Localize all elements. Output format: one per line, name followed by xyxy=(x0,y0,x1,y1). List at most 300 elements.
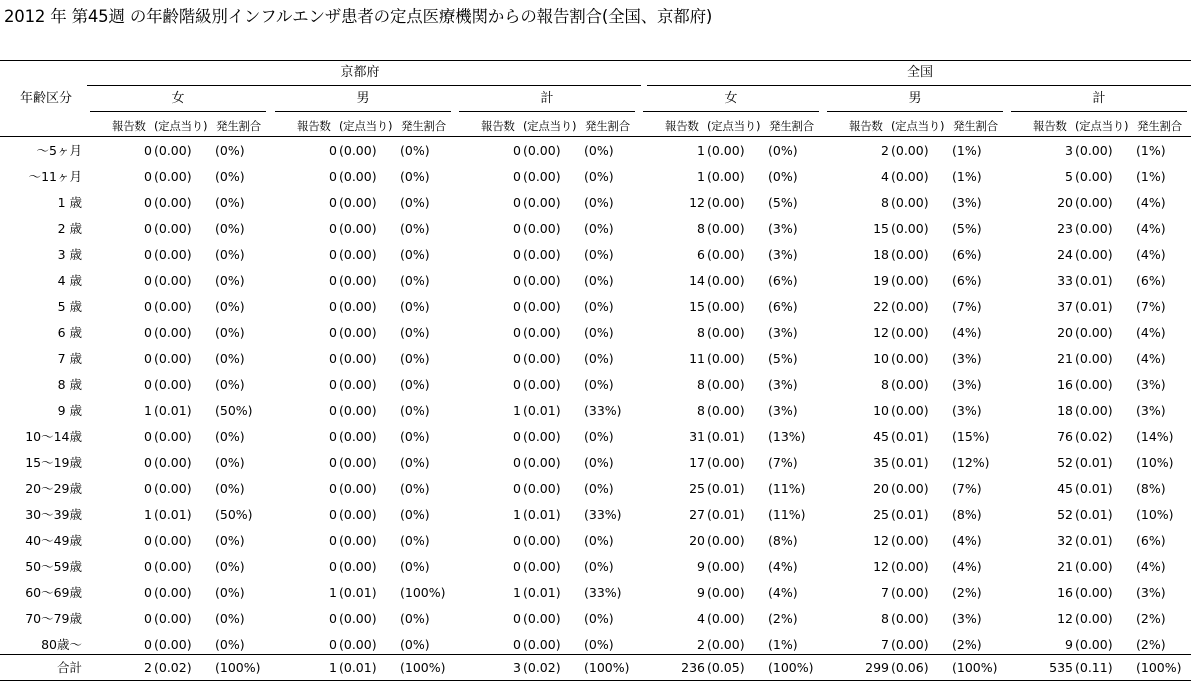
ratio: (0%) xyxy=(400,351,430,366)
report-count: 0 xyxy=(513,611,521,626)
report-count: 0 xyxy=(513,247,521,262)
report-count: 10 xyxy=(873,403,889,418)
per-site: (0.00) xyxy=(1075,351,1113,366)
report-count: 0 xyxy=(329,351,337,366)
report-count: 9 xyxy=(697,559,705,574)
header-bottom-rule xyxy=(0,136,1191,137)
table-row-age: 5 歳 xyxy=(57,299,82,314)
report-count: 1 xyxy=(513,507,521,522)
group-header: 計 xyxy=(540,91,554,106)
per-site: (0.05) xyxy=(707,660,745,675)
per-site: (0.00) xyxy=(339,299,377,314)
table-row-age: 6 歳 xyxy=(57,325,82,340)
per-site: (0.00) xyxy=(891,533,929,548)
per-site: (0.11) xyxy=(1075,660,1113,675)
per-site: (0.00) xyxy=(707,403,745,418)
per-site: (0.00) xyxy=(339,247,377,262)
report-count: 0 xyxy=(144,247,152,262)
report-count: 0 xyxy=(144,533,152,548)
ratio: (4%) xyxy=(952,533,982,548)
per-site: (0.00) xyxy=(339,325,377,340)
per-site: (0.01) xyxy=(523,403,561,418)
per-site: (0.00) xyxy=(891,377,929,392)
report-count: 0 xyxy=(329,325,337,340)
table-row-age: 7 歳 xyxy=(57,351,82,366)
per-site: (0.00) xyxy=(154,195,192,210)
ratio: (100%) xyxy=(400,585,446,600)
report-count: 1 xyxy=(513,585,521,600)
region-rule-kyoto xyxy=(87,85,641,86)
ratio: (4%) xyxy=(1136,351,1166,366)
report-count: 0 xyxy=(329,533,337,548)
per-site: (0.01) xyxy=(1075,533,1113,548)
per-site: (0.00) xyxy=(154,377,192,392)
report-count: 0 xyxy=(329,481,337,496)
report-count: 0 xyxy=(144,481,152,496)
ratio: (0%) xyxy=(400,221,430,236)
ratio: (0%) xyxy=(584,351,614,366)
per-site: (0.00) xyxy=(891,143,929,158)
per-site: (0.00) xyxy=(707,325,745,340)
age-header: 年齢区分 xyxy=(20,91,73,106)
ratio: (100%) xyxy=(215,660,261,675)
report-count: 8 xyxy=(881,611,889,626)
report-count: 19 xyxy=(873,273,889,288)
group-rule-4 xyxy=(827,111,1003,112)
per-site: (0.00) xyxy=(154,169,192,184)
per-site: (0.01) xyxy=(891,507,929,522)
report-count: 0 xyxy=(329,377,337,392)
per-site: (0.00) xyxy=(1075,585,1113,600)
per-site: (0.00) xyxy=(154,637,192,652)
subheader-per: (定点当り) xyxy=(339,119,393,133)
per-site: (0.00) xyxy=(891,195,929,210)
report-count: 0 xyxy=(513,351,521,366)
ratio: (0%) xyxy=(584,611,614,626)
report-count: 1 xyxy=(144,403,152,418)
ratio: (0%) xyxy=(400,195,430,210)
subheader-ratio: 発生割合 xyxy=(769,119,814,133)
per-site: (0.00) xyxy=(154,559,192,574)
ratio: (1%) xyxy=(952,143,982,158)
table-row-age: 80歳〜 xyxy=(41,637,82,652)
report-count: 0 xyxy=(513,221,521,236)
subheader-ratio: 発生割合 xyxy=(585,119,630,133)
report-count: 0 xyxy=(144,611,152,626)
ratio: (6%) xyxy=(952,247,982,262)
report-count: 0 xyxy=(513,143,521,158)
report-count: 8 xyxy=(881,377,889,392)
page-title: 2012 年 第45週 の年齢階級別インフルエンザ患者の定点医療機関からの報告割合(全国、京都府) xyxy=(4,7,713,26)
ratio: (100%) xyxy=(952,660,998,675)
per-site: (0.00) xyxy=(523,377,561,392)
table-row-age: 10〜14歳 xyxy=(25,429,82,444)
ratio: (1%) xyxy=(1136,143,1166,158)
report-count: 4 xyxy=(881,169,889,184)
subheader-ratio: 発生割合 xyxy=(953,119,998,133)
ratio: (0%) xyxy=(215,611,245,626)
table-row-age: 30〜39歳 xyxy=(25,507,82,522)
subheader-count: 報告数 xyxy=(1033,119,1067,133)
report-count: 0 xyxy=(144,169,152,184)
ratio: (0%) xyxy=(400,611,430,626)
per-site: (0.01) xyxy=(707,507,745,522)
report-count: 0 xyxy=(144,559,152,574)
ratio: (4%) xyxy=(1136,247,1166,262)
per-site: (0.00) xyxy=(707,143,745,158)
per-site: (0.00) xyxy=(154,611,192,626)
ratio: (3%) xyxy=(768,325,798,340)
per-site: (0.00) xyxy=(707,559,745,574)
report-count: 0 xyxy=(513,325,521,340)
group-header: 女 xyxy=(171,91,185,106)
report-count: 0 xyxy=(144,273,152,288)
ratio: (0%) xyxy=(768,169,798,184)
per-site: (0.00) xyxy=(523,481,561,496)
ratio: (0%) xyxy=(400,455,430,470)
report-count: 25 xyxy=(689,481,705,496)
report-count: 12 xyxy=(689,195,705,210)
ratio: (0%) xyxy=(215,143,245,158)
per-site: (0.00) xyxy=(707,377,745,392)
report-count: 0 xyxy=(329,195,337,210)
ratio: (100%) xyxy=(400,660,446,675)
per-site: (0.00) xyxy=(1075,377,1113,392)
table-row-age: 〜5ヶ月 xyxy=(36,143,82,158)
ratio: (33%) xyxy=(584,507,622,522)
ratio: (4%) xyxy=(768,585,798,600)
per-site: (0.00) xyxy=(891,299,929,314)
per-site: (0.00) xyxy=(523,169,561,184)
report-count: 6 xyxy=(697,247,705,262)
report-count: 0 xyxy=(144,429,152,444)
report-count: 21 xyxy=(1057,351,1073,366)
report-count: 8 xyxy=(697,221,705,236)
per-site: (0.00) xyxy=(523,559,561,574)
ratio: (0%) xyxy=(400,481,430,496)
report-count: 236 xyxy=(681,660,705,675)
per-site: (0.00) xyxy=(1075,325,1113,340)
ratio: (7%) xyxy=(1136,299,1166,314)
group-header: 男 xyxy=(356,91,370,106)
per-site: (0.00) xyxy=(339,455,377,470)
per-site: (0.01) xyxy=(707,481,745,496)
per-site: (0.00) xyxy=(523,637,561,652)
group-rule-0 xyxy=(90,111,266,112)
report-count: 2 xyxy=(697,637,705,652)
report-count: 52 xyxy=(1057,455,1073,470)
ratio: (0%) xyxy=(584,325,614,340)
subheader-count: 報告数 xyxy=(665,119,699,133)
report-count: 0 xyxy=(513,299,521,314)
report-count: 3 xyxy=(1065,143,1073,158)
ratio: (0%) xyxy=(215,351,245,366)
table-row-age: 20〜29歳 xyxy=(25,481,82,496)
total-top-rule xyxy=(0,654,1191,655)
report-count: 0 xyxy=(144,455,152,470)
report-count: 20 xyxy=(873,481,889,496)
report-count: 8 xyxy=(881,195,889,210)
report-count: 0 xyxy=(513,455,521,470)
top-rule xyxy=(0,60,1191,61)
ratio: (2%) xyxy=(768,611,798,626)
group-header: 計 xyxy=(1092,91,1106,106)
ratio: (0%) xyxy=(215,559,245,574)
ratio: (0%) xyxy=(215,429,245,444)
report-count: 37 xyxy=(1057,299,1073,314)
report-count: 31 xyxy=(689,429,705,444)
ratio: (3%) xyxy=(1136,403,1166,418)
total-row-age: 合計 xyxy=(56,660,82,675)
report-count: 12 xyxy=(873,533,889,548)
per-site: (0.01) xyxy=(1075,273,1113,288)
per-site: (0.02) xyxy=(154,660,192,675)
ratio: (10%) xyxy=(1136,507,1174,522)
ratio: (0%) xyxy=(584,247,614,262)
ratio: (0%) xyxy=(400,143,430,158)
per-site: (0.00) xyxy=(1075,247,1113,262)
report-count: 21 xyxy=(1057,559,1073,574)
per-site: (0.00) xyxy=(891,169,929,184)
ratio: (5%) xyxy=(768,351,798,366)
ratio: (3%) xyxy=(952,377,982,392)
report-count: 0 xyxy=(144,585,152,600)
ratio: (0%) xyxy=(584,559,614,574)
per-site: (0.00) xyxy=(891,221,929,236)
report-count: 20 xyxy=(689,533,705,548)
per-site: (0.00) xyxy=(1075,611,1113,626)
per-site: (0.00) xyxy=(707,273,745,288)
report-count: 17 xyxy=(689,455,705,470)
ratio: (14%) xyxy=(1136,429,1174,444)
per-site: (0.01) xyxy=(523,585,561,600)
report-count: 12 xyxy=(873,559,889,574)
per-site: (0.00) xyxy=(891,481,929,496)
subheader-per: (定点当り) xyxy=(154,119,208,133)
table-row-age: 3 歳 xyxy=(57,247,82,262)
ratio: (3%) xyxy=(952,611,982,626)
report-count: 0 xyxy=(329,637,337,652)
ratio: (2%) xyxy=(952,637,982,652)
ratio: (1%) xyxy=(952,169,982,184)
report-count: 0 xyxy=(513,637,521,652)
group-header: 男 xyxy=(908,91,922,106)
region-rule-national xyxy=(647,85,1191,86)
ratio: (0%) xyxy=(584,637,614,652)
table-row-age: 〜11ヶ月 xyxy=(28,169,82,184)
report-count: 0 xyxy=(513,481,521,496)
ratio: (1%) xyxy=(1136,169,1166,184)
per-site: (0.01) xyxy=(891,429,929,444)
ratio: (10%) xyxy=(1136,455,1174,470)
per-site: (0.00) xyxy=(154,533,192,548)
table-row-age: 1 歳 xyxy=(57,195,82,210)
report-count: 10 xyxy=(873,351,889,366)
report-count: 0 xyxy=(329,299,337,314)
per-site: (0.00) xyxy=(707,247,745,262)
table-row-age: 70〜79歳 xyxy=(25,611,82,626)
per-site: (0.00) xyxy=(339,221,377,236)
per-site: (0.00) xyxy=(523,299,561,314)
report-count: 76 xyxy=(1057,429,1073,444)
report-count: 0 xyxy=(329,403,337,418)
per-site: (0.00) xyxy=(707,533,745,548)
ratio: (0%) xyxy=(400,429,430,444)
report-count: 8 xyxy=(697,377,705,392)
report-count: 32 xyxy=(1057,533,1073,548)
per-site: (0.00) xyxy=(891,351,929,366)
ratio: (0%) xyxy=(400,533,430,548)
ratio: (0%) xyxy=(584,377,614,392)
report-count: 1 xyxy=(697,143,705,158)
per-site: (0.00) xyxy=(1075,143,1113,158)
ratio: (0%) xyxy=(215,221,245,236)
ratio: (3%) xyxy=(1136,377,1166,392)
ratio: (2%) xyxy=(952,585,982,600)
per-site: (0.01) xyxy=(1075,455,1113,470)
per-site: (0.00) xyxy=(339,637,377,652)
group-rule-5 xyxy=(1011,111,1187,112)
ratio: (11%) xyxy=(768,507,806,522)
report-count: 14 xyxy=(689,273,705,288)
report-count: 0 xyxy=(144,299,152,314)
per-site: (0.01) xyxy=(1075,481,1113,496)
ratio: (6%) xyxy=(768,299,798,314)
per-site: (0.00) xyxy=(339,143,377,158)
ratio: (0%) xyxy=(215,299,245,314)
ratio: (0%) xyxy=(400,403,430,418)
report-count: 0 xyxy=(144,143,152,158)
per-site: (0.00) xyxy=(523,611,561,626)
per-site: (0.01) xyxy=(154,403,192,418)
ratio: (3%) xyxy=(952,403,982,418)
ratio: (8%) xyxy=(768,533,798,548)
ratio: (6%) xyxy=(768,273,798,288)
per-site: (0.00) xyxy=(523,221,561,236)
per-site: (0.00) xyxy=(891,325,929,340)
report-count: 20 xyxy=(1057,325,1073,340)
ratio: (50%) xyxy=(215,507,253,522)
ratio: (6%) xyxy=(1136,273,1166,288)
ratio: (8%) xyxy=(1136,481,1166,496)
per-site: (0.01) xyxy=(1075,507,1113,522)
ratio: (0%) xyxy=(584,533,614,548)
ratio: (0%) xyxy=(400,273,430,288)
per-site: (0.00) xyxy=(1075,637,1113,652)
per-site: (0.00) xyxy=(523,143,561,158)
report-count: 0 xyxy=(329,247,337,262)
report-count: 24 xyxy=(1057,247,1073,262)
ratio: (0%) xyxy=(400,169,430,184)
report-count: 0 xyxy=(144,195,152,210)
per-site: (0.00) xyxy=(154,585,192,600)
report-count: 1 xyxy=(697,169,705,184)
ratio: (2%) xyxy=(1136,611,1166,626)
per-site: (0.00) xyxy=(707,169,745,184)
per-site: (0.00) xyxy=(154,299,192,314)
ratio: (4%) xyxy=(1136,221,1166,236)
per-site: (0.00) xyxy=(707,611,745,626)
per-site: (0.00) xyxy=(891,247,929,262)
ratio: (0%) xyxy=(215,585,245,600)
per-site: (0.00) xyxy=(339,559,377,574)
per-site: (0.00) xyxy=(707,585,745,600)
table-row-age: 9 歳 xyxy=(57,403,82,418)
per-site: (0.00) xyxy=(891,637,929,652)
report-count: 52 xyxy=(1057,507,1073,522)
per-site: (0.00) xyxy=(523,429,561,444)
ratio: (50%) xyxy=(215,403,253,418)
ratio: (0%) xyxy=(215,637,245,652)
subheader-count: 報告数 xyxy=(481,119,515,133)
per-site: (0.00) xyxy=(339,611,377,626)
ratio: (0%) xyxy=(215,195,245,210)
report-count: 27 xyxy=(689,507,705,522)
per-site: (0.01) xyxy=(707,429,745,444)
ratio: (3%) xyxy=(952,351,982,366)
ratio: (0%) xyxy=(215,325,245,340)
per-site: (0.00) xyxy=(1075,195,1113,210)
ratio: (3%) xyxy=(1136,585,1166,600)
group-header: 女 xyxy=(724,91,738,106)
per-site: (0.00) xyxy=(339,481,377,496)
ratio: (0%) xyxy=(215,455,245,470)
report-count: 0 xyxy=(329,169,337,184)
report-count: 11 xyxy=(689,351,705,366)
report-count: 7 xyxy=(881,585,889,600)
ratio: (0%) xyxy=(215,377,245,392)
report-count: 0 xyxy=(329,429,337,444)
report-count: 4 xyxy=(697,611,705,626)
per-site: (0.00) xyxy=(154,481,192,496)
report-count: 0 xyxy=(329,507,337,522)
per-site: (0.00) xyxy=(339,273,377,288)
per-site: (0.02) xyxy=(523,660,561,675)
per-site: (0.00) xyxy=(339,403,377,418)
report-count: 0 xyxy=(329,143,337,158)
table-row-age: 15〜19歳 xyxy=(25,455,82,470)
report-count: 0 xyxy=(329,273,337,288)
per-site: (0.00) xyxy=(523,533,561,548)
ratio: (4%) xyxy=(1136,195,1166,210)
report-count: 0 xyxy=(513,533,521,548)
report-count: 0 xyxy=(513,377,521,392)
ratio: (7%) xyxy=(952,481,982,496)
report-count: 0 xyxy=(144,637,152,652)
subheader-ratio: 発生割合 xyxy=(1137,119,1182,133)
ratio: (0%) xyxy=(584,455,614,470)
per-site: (0.00) xyxy=(339,533,377,548)
group-rule-3 xyxy=(643,111,819,112)
subheader-count: 報告数 xyxy=(297,119,331,133)
per-site: (0.00) xyxy=(339,195,377,210)
ratio: (0%) xyxy=(215,533,245,548)
report-count: 3 xyxy=(513,660,521,675)
region-header: 全国 xyxy=(906,65,933,80)
ratio: (3%) xyxy=(768,377,798,392)
ratio: (5%) xyxy=(952,221,982,236)
table-row-age: 50〜59歳 xyxy=(25,559,82,574)
report-count: 1 xyxy=(329,585,337,600)
per-site: (0.01) xyxy=(339,585,377,600)
report-count: 0 xyxy=(513,195,521,210)
ratio: (100%) xyxy=(768,660,814,675)
report-count: 8 xyxy=(697,325,705,340)
ratio: (4%) xyxy=(952,559,982,574)
report-count: 1 xyxy=(513,403,521,418)
ratio: (7%) xyxy=(768,455,798,470)
report-count: 12 xyxy=(873,325,889,340)
